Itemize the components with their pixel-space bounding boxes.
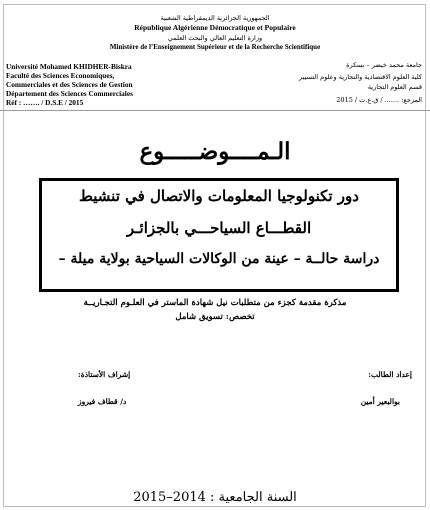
- university-fr: Université Mohamed KHIDHER-Biskra: [6, 62, 132, 71]
- memo-description: مذكرة مقدمة كجزء من متطلبات نيل شهادة الماستر في العلـوم التجـاريــة: [83, 298, 347, 308]
- title-line-3: دراسة حالــة – عينة من الوكالات السياحية بولاية ميلة –: [58, 251, 380, 267]
- student-label: إعداد الطالب:: [368, 370, 412, 379]
- title-box: [39, 178, 399, 292]
- reference-fr: Réf : ……. / D.S.E / 2015: [6, 98, 84, 107]
- supervisor-label: إشراف الأستاذة:: [78, 370, 131, 379]
- republic-ar: الجمهورية الجزائرية الديمقراطية الشعبية: [160, 14, 270, 22]
- department-ar: قسم العلوم التجارية: [367, 83, 422, 91]
- republic-fr: République Algérienne Démocratique et Populaire: [134, 23, 296, 32]
- ministry-fr: Ministère de l’Enseignement Supérieur et de la Recherche Scientifique: [109, 43, 321, 51]
- faculty-fr-line1: Faculté des Sciences Economiques,: [6, 71, 115, 80]
- faculty-fr-line2: Commerciales et des Sciences de Gestion: [6, 80, 133, 89]
- department-fr: Département des Sciences Commerciales: [6, 89, 133, 98]
- title-line-2: القطـــاع السياحـــي بالجزائـر: [126, 219, 312, 237]
- ministry-ar: وزارة التعليم العالي والبحث العلمي: [167, 34, 263, 42]
- student-name: بوالبعير أمين: [360, 397, 400, 406]
- header-divider: [0, 110, 430, 111]
- academic-year: السنة الجامعية : 2014–2015: [133, 490, 297, 505]
- topic-heading: الـمــــوضـــــوع: [139, 138, 291, 165]
- reference-ar: المرجع: ....... / ق.ع.ت / 2015: [336, 96, 422, 104]
- university-ar: جامعة محمد خيضر – بسكرة: [346, 61, 422, 69]
- title-line-1: دور تكنولوجيا المعلومات والاتصال في تنشيط: [79, 187, 359, 205]
- faculty-ar: كلية العلوم الاقتصادية والتجارية وعلوم التسيير: [299, 73, 422, 81]
- supervisor-name: د/ قطاف فيروز: [78, 397, 127, 406]
- specialty: تخصص: تسويق شامل: [175, 312, 255, 322]
